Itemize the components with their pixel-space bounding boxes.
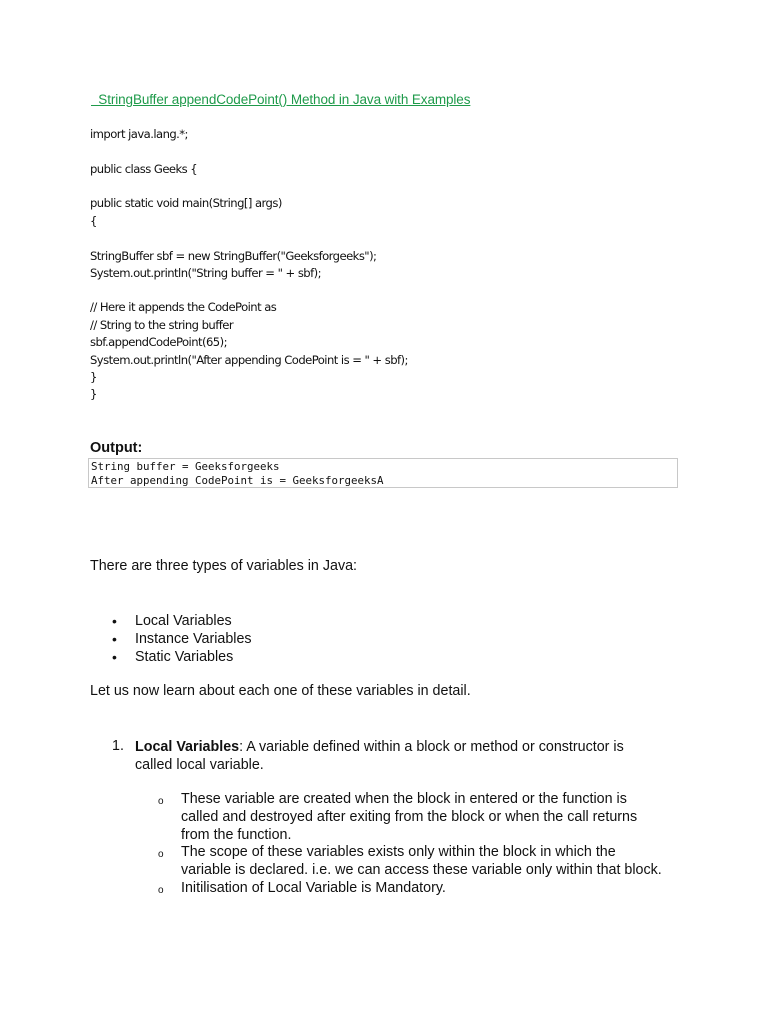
- section-term: Local Variables: [135, 739, 240, 755]
- point-text: The scope of these variables exists only within the block in which the variable is declared. i.e. we can access these variable only within that block.: [181, 844, 662, 879]
- section-text: [135, 738, 652, 774]
- code-import: import java.lang.*;: [90, 127, 188, 141]
- list-item: [90, 630, 252, 648]
- circle-bullet-icon: o: [158, 796, 164, 807]
- local-variables-points: [158, 791, 668, 898]
- output-box: [88, 458, 678, 488]
- bullet-icon: •: [112, 613, 117, 629]
- point-text: Initilisation of Local Variable is Mandatory.: [181, 879, 446, 896]
- list-item: [90, 648, 252, 666]
- code-comment-1: // Here it appends the CodePoint as: [90, 300, 277, 314]
- code-class-declaration: public class Geeks {: [90, 162, 198, 176]
- list-item: [90, 612, 252, 630]
- list-item-label: Local Variables: [135, 613, 232, 629]
- code-open-brace: {: [90, 214, 97, 228]
- list-item-label: Instance Variables: [135, 631, 252, 647]
- code-println-1: System.out.println("String buffer = " + sbf);: [90, 266, 321, 280]
- output-heading: Output:: [90, 440, 143, 456]
- code-append-call: sbf.appendCodePoint(65);: [90, 335, 227, 349]
- section-number: 1.: [112, 738, 124, 754]
- bullet-icon: •: [112, 631, 117, 647]
- list-item: [158, 880, 668, 898]
- code-comment-2: // String to the string buffer: [90, 318, 234, 332]
- variables-intro: There are three types of variables in Java:: [90, 558, 358, 574]
- article-title-link[interactable]: StringBuffer appendCodePoint() Method in Java with Examples: [91, 92, 471, 107]
- point-text: These variable are created when the block in entered or the function is called and destroyed after exiting from the block or when the call returns from the function.: [181, 791, 638, 843]
- circle-bullet-icon: o: [158, 849, 164, 861]
- code-close-brace-2: }: [90, 387, 97, 401]
- detail-intro: Let us now learn about each one of these variables in detail.: [90, 683, 471, 699]
- list-item-label: Static Variables: [135, 649, 234, 665]
- circle-bullet-icon: o: [158, 884, 164, 896]
- list-item: [158, 791, 668, 844]
- section-definition: : A variable defined within a block or method or constructor is called local variable.: [135, 739, 624, 773]
- code-close-brace-1: }: [90, 370, 97, 384]
- list-item: [158, 844, 668, 880]
- variable-types-list: [90, 612, 252, 666]
- output-line: String buffer = Geeksforgeeks: [91, 460, 280, 473]
- code-main-declaration: public static void main(String[] args): [90, 196, 282, 210]
- local-variables-section: [112, 738, 652, 774]
- output-line: After appending CodePoint is = GeeksforgeeksA: [91, 474, 384, 487]
- code-stringbuffer-declaration: StringBuffer sbf = new StringBuffer("Geeksforgeeks");: [90, 249, 377, 263]
- code-println-2: System.out.println("After appending CodePoint is = " + sbf);: [90, 353, 408, 367]
- bullet-icon: •: [112, 649, 117, 665]
